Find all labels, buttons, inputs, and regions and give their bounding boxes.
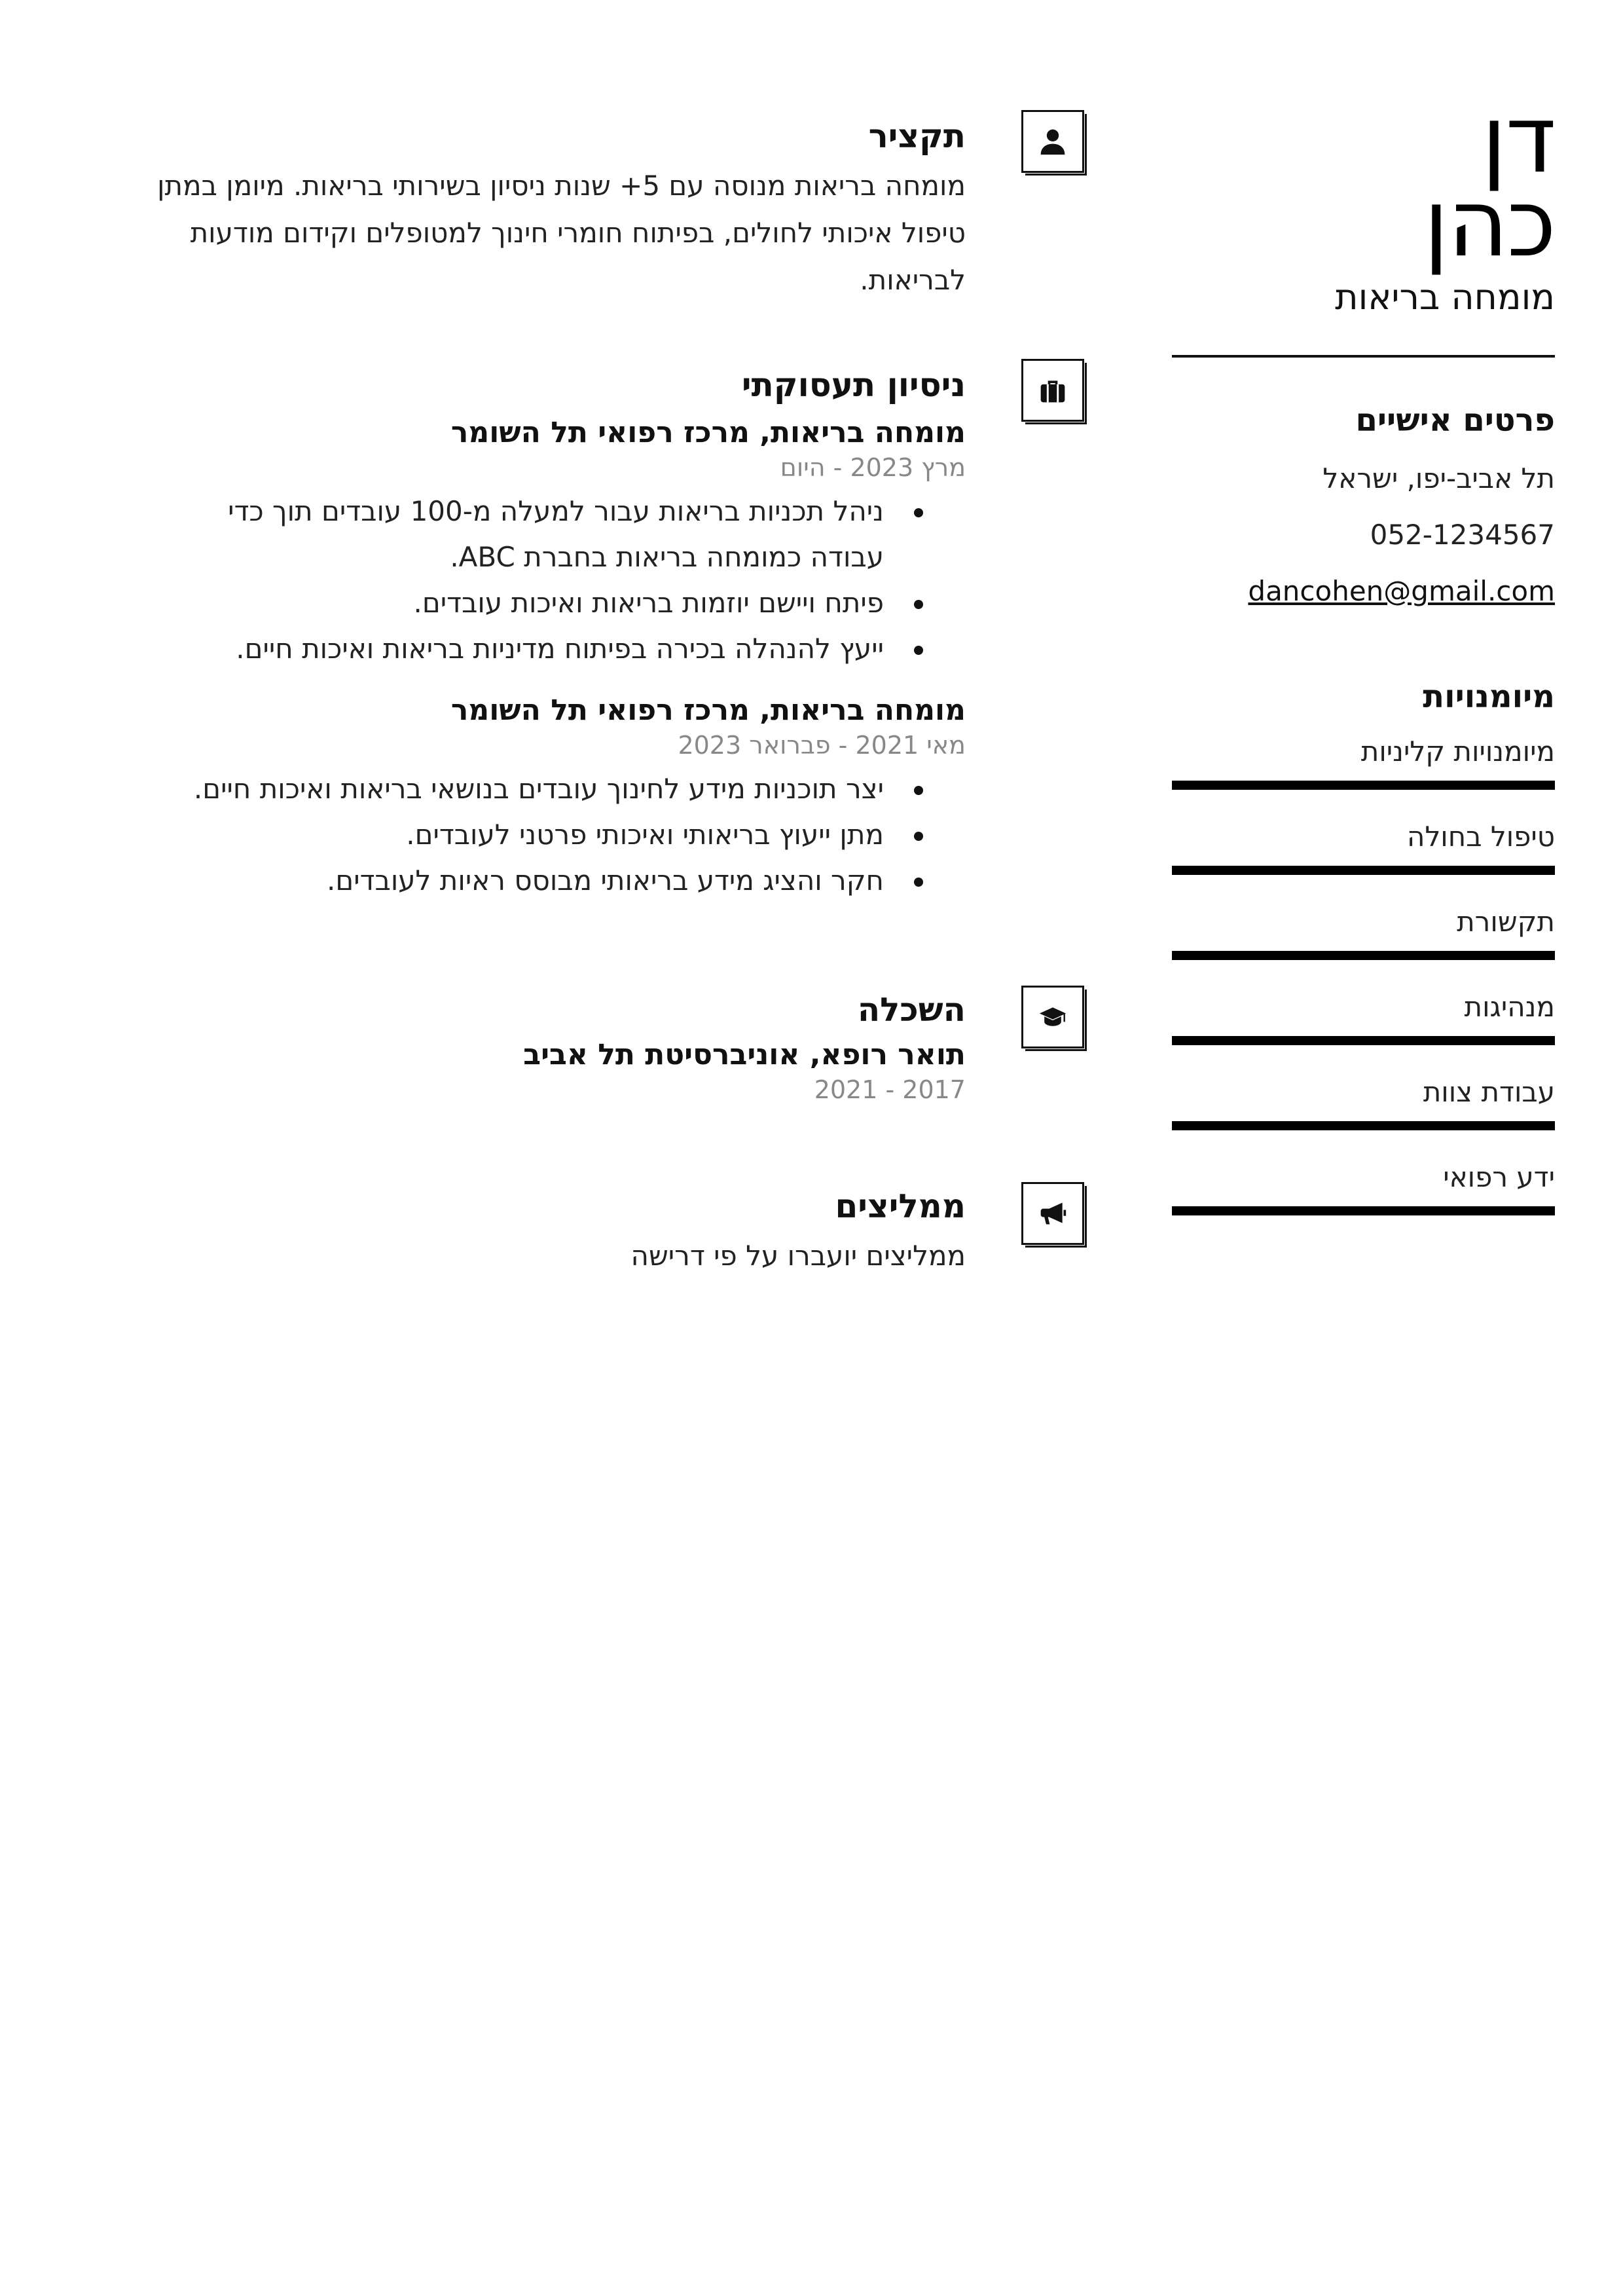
first-name: דן: [1481, 86, 1555, 194]
education-section: [151, 990, 966, 1111]
job-bullets: [151, 489, 966, 672]
last-name: כהן: [1423, 170, 1555, 278]
divider: [1172, 355, 1555, 358]
skills-list: [1172, 735, 1555, 1215]
skill-item: [1172, 905, 1555, 960]
summary-heading: תקציר: [868, 117, 966, 155]
email-link[interactable]: dancohen@gmail.com: [1248, 575, 1555, 607]
skill-item: [1172, 1160, 1555, 1215]
skill-level-fill: [1172, 1121, 1555, 1130]
skill-label: מיומנויות קליניות: [1360, 735, 1555, 768]
skill-level-fill: [1172, 1036, 1555, 1045]
skill-level-fill: [1172, 866, 1555, 875]
summary-text: מומחה בריאות מנוסה עם 5+ שנות ניסיון בשירותי בריאות. מיומן במתן טיפול איכותי לחולים, בפיתוח חומרי חינוך למטופלים וקידום מודעות לבריאות.: [157, 170, 966, 296]
skill-level-bar: [1172, 1206, 1555, 1215]
job-dates: מרץ 2023 - היום: [780, 453, 966, 482]
skill-level-bar: [1172, 781, 1555, 790]
skill-label: ידע רפואי: [1443, 1161, 1555, 1193]
skill-item: [1172, 820, 1555, 875]
job-bullet: יצר תוכניות מידע לחינוך עובדים בנושאי בריאות ואיכות חיים.: [151, 766, 884, 812]
job-dates: מאי 2021 - פברואר 2023: [678, 731, 966, 760]
skill-item: [1172, 990, 1555, 1045]
job-title: מומחה בריאות: [1335, 276, 1555, 318]
references-heading: ממליצים: [835, 1187, 966, 1225]
user-icon: [1021, 110, 1084, 173]
megaphone-icon: [1021, 1182, 1084, 1245]
summary-section: [151, 117, 966, 304]
skill-level-bar: [1172, 866, 1555, 875]
job-bullet: חקר והציג מידע בריאותי מבוסס ראיות לעובדים.: [151, 858, 884, 904]
references-section: [151, 1187, 966, 1280]
job-entry: [151, 692, 966, 904]
degree: תואר רופא, אוניברסיטת תל אביב: [523, 1038, 966, 1071]
references-text: ממליצים יועברו על פי דרישה: [630, 1240, 966, 1272]
experience-heading: ניסיון תעסוקתי: [741, 366, 966, 404]
graduation-cap-icon: [1021, 986, 1084, 1048]
job-bullet: ייעץ להנהלה בכירה בפיתוח מדיניות בריאות ואיכות חיים.: [151, 626, 884, 672]
skill-label: מנהיגות: [1464, 991, 1555, 1023]
candidate-name: [1172, 86, 1555, 278]
phone: 052-1234567: [1370, 519, 1555, 551]
personal-details-heading: פרטים אישיים: [1355, 402, 1555, 439]
education-heading: השכלה: [857, 991, 966, 1029]
skill-level-fill: [1172, 1206, 1555, 1215]
job-entry: [151, 414, 966, 672]
experience-section: [151, 365, 966, 904]
job-bullet: פיתח ויישם יוזמות בריאות ואיכות עובדים.: [151, 580, 884, 626]
skill-label: טיפול בחולה: [1407, 821, 1555, 853]
skill-level-bar: [1172, 951, 1555, 960]
skill-level-fill: [1172, 951, 1555, 960]
skill-level-fill: [1172, 781, 1555, 790]
briefcase-icon: [1021, 359, 1084, 422]
skill-item: [1172, 1075, 1555, 1130]
skills-heading: מיומנויות: [1423, 678, 1555, 715]
job-bullet: ניהל תכניות בריאות עבור למעלה מ-100 עובדים תוך כדי עבודה כמומחה בריאות בחברת ABC.: [151, 489, 884, 580]
sidebar: [1172, 86, 1555, 1246]
education-dates: 2017 - 2021: [814, 1075, 966, 1104]
skill-item: [1172, 735, 1555, 790]
skill-label: תקשורת: [1457, 906, 1555, 938]
skill-level-bar: [1172, 1036, 1555, 1045]
location: תל אביב-יפו, ישראל: [1322, 462, 1555, 494]
job-title: מומחה בריאות, מרכז רפואי תל השומר: [450, 416, 966, 449]
jobs-list: [151, 414, 966, 904]
skill-label: עבודת צוות: [1423, 1076, 1555, 1108]
skill-level-bar: [1172, 1121, 1555, 1130]
job-bullets: [151, 766, 966, 904]
job-title: מומחה בריאות, מרכז רפואי תל השומר: [450, 694, 966, 727]
job-bullet: מתן ייעוץ בריאותי ואיכותי פרטני לעובדים.: [151, 812, 884, 858]
